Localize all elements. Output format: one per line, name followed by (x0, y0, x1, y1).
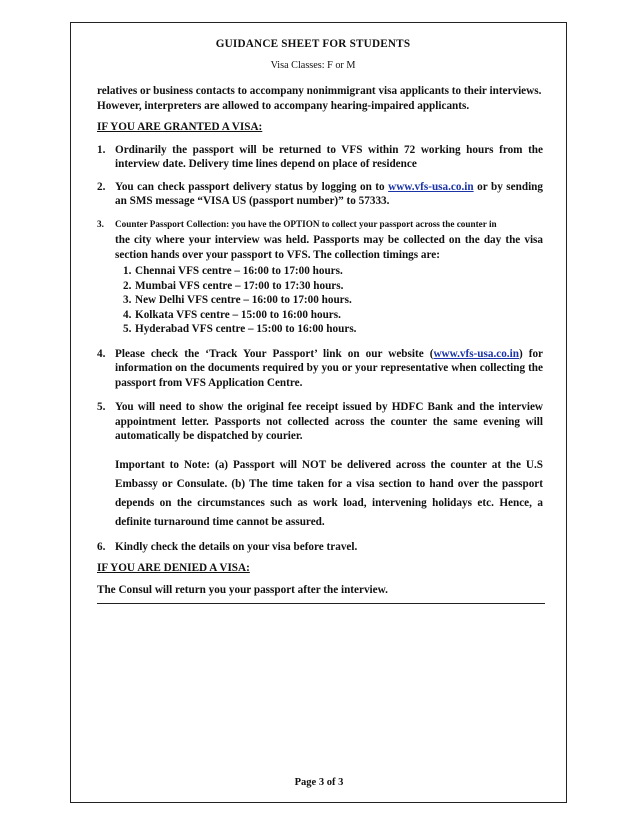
granted-heading: IF YOU ARE GRANTED A VISA: (97, 121, 263, 133)
granted-item-4: 4. Please check the ‘Track Your Passport’ link on our website (www.vfs-usa.co.in) for information on the documents required by you or your representative when collecting the passport from VFS Application Centre. (97, 347, 544, 389)
vfs-website-link[interactable]: www.vfs-usa.co.in (433, 347, 519, 360)
granted-item-1: 1. Ordinarily the passport will be returned to VFS within 72 working hours from the interview date. Delivery time lines depend on place of residence (97, 143, 543, 170)
timing-item: 2. Mumbai VFS centre – 17:00 to 17:30 hours. (123, 279, 344, 292)
important-note: Important to Note: (a) Passport will NOT be delivered across the counter at the U.S Embassy or Consulate. (b) The time taken for a visa section to hand over the passport depends on the circumstances such as work load, intervening holidays etc. Hence, a definite turnaround time cannot be assured. (115, 458, 543, 528)
granted-item-3: 3. Counter Passport Collection: you have the OPTION to collect your passport across the counter in the city where your interview was held. Passports may be collected on the day the visa section hands over your passport to VFS. The collection timings are: 1. Chennai VFS centre – 16:00 to 17:00 hours. 2. Mumbai VFS centre – 17:00 to 17:30 hours. 3. New Delhi VFS centre – 16:00 to 17:00 hours. 4. Kolkata VFS centre – 15:00 to 16:00 hours. 5. Hyderabad VFS centre – 15:00 to 16:00 hours. (97, 218, 543, 335)
timing-item: 3. New Delhi VFS centre – 16:00 to 17:00 hours. (123, 294, 352, 306)
denied-heading: IF YOU ARE DENIED A VISA: (97, 562, 250, 574)
timing-item: 1. Chennai VFS centre – 16:00 to 17:00 hours. (123, 265, 343, 277)
denied-text: The Consul will return you your passport after the interview. (97, 583, 388, 596)
counter-collection-heading: Counter Passport Collection: you have the OPTION to collect your passport across the counter in (115, 218, 497, 229)
granted-item-6: 6. Kindly check the details on your visa before travel. (97, 540, 358, 553)
page-title: GUIDANCE SHEET FOR STUDENTS (215, 38, 411, 50)
collection-timings-list (123, 264, 543, 337)
granted-item-2: 2. You can check passport delivery status by logging on to www.vfs-usa.co.in or by sending an SMS message “VISA US (passport number)” to 57333. (97, 180, 543, 207)
document-body (97, 37, 543, 604)
timing-item: 5. Hyderabad VFS centre – 15:00 to 16:00 hours. (123, 323, 357, 335)
vfs-website-link[interactable]: www.vfs-usa.co.in (388, 180, 474, 193)
granted-item-5: 5. You will need to show the original fee receipt issued by HDFC Bank and the interview appointment letter. Passports not collected across the counter the same evening will automatically be dispatched by courier. (97, 401, 543, 442)
intro-paragraph: relatives or business contacts to accompany nonimmigrant visa applicants to their interviews. However, interpreters are allowed to accompany hearing-impaired applicants. (97, 85, 542, 112)
section-divider (97, 603, 545, 604)
page-number: Page 3 of 3 (294, 777, 344, 788)
visa-classes-subtitle: Visa Classes: F or M (270, 59, 356, 71)
timing-item: 4. Kolkata VFS centre – 15:00 to 16:00 hours. (123, 308, 341, 321)
